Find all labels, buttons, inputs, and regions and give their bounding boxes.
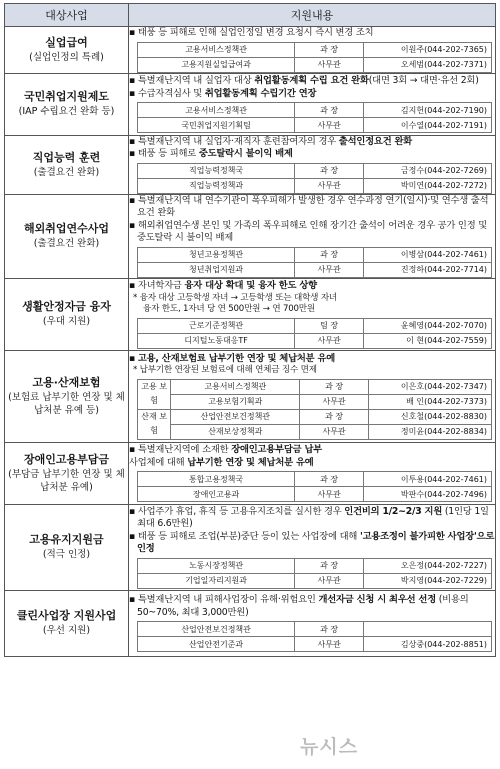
support-item	[129, 444, 495, 457]
program-row	[5, 504, 496, 590]
contact-dept: 고용서비스정책관	[138, 103, 295, 118]
contact-dept: 통합고용정책국	[138, 472, 295, 487]
item-highlight: 인건비의 1/2~2/3 지원	[344, 505, 443, 517]
contact-position: 팀 장	[295, 318, 364, 333]
item-highlight: 취업활동계획 수립기간 연장	[204, 87, 317, 99]
contact-dept: 산재보상정책과	[171, 424, 300, 439]
contact-row	[138, 558, 492, 573]
support-item	[129, 594, 495, 619]
contact-dept: 장애인고용과	[138, 487, 295, 502]
program-cell	[5, 504, 129, 590]
contact-row	[138, 262, 492, 277]
contact-dept: 고용서비스정책관	[171, 379, 300, 394]
contact-position: 과 장	[295, 163, 364, 178]
program-name: 직업능력 훈련	[32, 150, 101, 164]
support-measures-table	[4, 3, 496, 657]
contact-table	[137, 318, 492, 349]
program-subtitle: (출결요건 완화)	[33, 238, 100, 250]
contact-position: 사무관	[295, 262, 364, 277]
table-header	[5, 4, 496, 27]
contact-row	[138, 379, 492, 394]
watermark: 뉴시스	[300, 736, 359, 758]
item-highlight: 출석인정요건 완화	[338, 135, 413, 147]
program-name: 실업급여	[45, 35, 88, 49]
contact-name-phone: 신호철(044-202-8830)	[368, 409, 491, 424]
program-cell	[5, 194, 129, 278]
contact-dept: 직업능력정책과	[138, 178, 295, 193]
contact-name-phone: 박미연(044-202-7272)	[363, 178, 491, 193]
contact-name-phone: 박판수(044-202-7496)	[363, 487, 491, 502]
note-line: * 납부기한 연장된 보험료에 대해 연체금 징수 면제	[133, 365, 317, 376]
item-text: ▪ 사업주가 휴업, 휴직 등 고용유지조치를 실시한 경우	[129, 505, 345, 517]
program-subtitle: (적극 인정)	[42, 549, 91, 561]
contact-position: 과 장	[300, 409, 369, 424]
contact-name-phone: 진정하(044-202-7714)	[363, 262, 491, 277]
support-item	[129, 220, 495, 245]
item-text: ▪ 특별재난지역 내 실업자·재직자 훈련참여자의 경우	[129, 135, 339, 147]
contact-name-phone: 정미윤(044-202-8834)	[368, 424, 491, 439]
support-item	[129, 136, 495, 149]
support-content-cell	[129, 350, 496, 442]
contact-dept: 고용서비스정책관	[138, 42, 295, 57]
program-row	[5, 442, 496, 504]
contact-position: 사무관	[295, 637, 364, 652]
item-text: ▪ 수급자격심사 및	[129, 87, 205, 99]
contact-dept: 직업능력정책국	[138, 163, 295, 178]
contact-name-phone: 이수열(044-202-7191)	[363, 118, 491, 133]
contact-row	[138, 247, 492, 262]
support-content-cell	[129, 442, 496, 504]
support-item	[129, 353, 495, 366]
program-subtitle: (출결요건 완화)	[33, 166, 100, 178]
support-item	[129, 457, 495, 470]
contact-row	[138, 637, 492, 652]
contact-dept: 기업일자리지원과	[138, 573, 295, 588]
support-content-cell	[129, 194, 496, 278]
contact-position: 과 장	[295, 622, 364, 637]
program-subtitle: (우대 지원)	[42, 316, 91, 328]
contact-row	[138, 424, 492, 439]
contact-row	[138, 163, 492, 178]
contact-dept: 고용보험기획과	[171, 394, 300, 409]
item-text: ▪ 특별재난지역 내 연수기관이 폭우피해가 발생한 경우 연수과정 연기(일시)·및 연수생 출석 요건 완화	[129, 194, 489, 219]
item-highlight: 고용, 산재보험료 납부기한 연장 및 체납처분 유예	[137, 352, 336, 364]
contact-dept: 청년고용정책관	[138, 247, 295, 262]
contact-position: 사무관	[300, 424, 369, 439]
contact-table	[137, 247, 492, 278]
contact-row	[138, 409, 492, 424]
contact-row	[138, 333, 492, 348]
contact-table	[137, 558, 492, 589]
contact-row	[138, 103, 492, 118]
program-name: 장애인고용부담금	[23, 452, 109, 466]
contact-row	[138, 42, 492, 57]
item-text: ▪ 특별재난지역 내 피해사업장이 유해·위험요인	[129, 594, 319, 606]
contact-name-phone: 오은정(044-202-7227)	[363, 558, 491, 573]
item-highlight: 취업활동계획 수립 요건 완화	[254, 75, 369, 86]
support-item	[129, 27, 495, 40]
item-highlight: '고용조정이 불가피한 사업장'으로 인정	[137, 530, 495, 555]
contact-row	[138, 573, 492, 588]
contact-dept: 국민취업지원기획팀	[138, 118, 295, 133]
item-text: ▪ 태풍 등 피해로	[129, 148, 199, 160]
program-subtitle: (IAP 수립요건 완화 등)	[18, 106, 115, 118]
header-content: 지원내용	[129, 4, 496, 27]
header-program: 대상사업	[5, 4, 129, 27]
insurance-type: 산재 보험	[138, 409, 171, 439]
program-subtitle: (부담금 납부기한 연장 및 체납처분 유예)	[8, 468, 125, 494]
item-highlight: 납부기한 연장 및 체납처분 유예	[187, 456, 314, 468]
program-cell	[5, 350, 129, 442]
contact-name-phone: 이원주(044-202-7365)	[363, 42, 491, 57]
program-name: 클린사업장 지원사업	[16, 609, 117, 623]
contact-row	[138, 622, 492, 637]
contact-name-phone: 이투용(044-202-7461)	[363, 472, 491, 487]
support-item	[129, 75, 495, 88]
contact-table	[137, 102, 492, 133]
contact-row	[138, 318, 492, 333]
item-highlight: 장애인고용부담금 납부	[231, 444, 323, 456]
support-item	[129, 195, 495, 220]
contact-position: 사무관	[295, 487, 364, 502]
contact-dept: 산업안전보건정책관	[171, 409, 300, 424]
program-subtitle: (실업인정의 특례)	[29, 51, 104, 63]
item-highlight: 중도탈락시 불이익 배제	[198, 148, 293, 160]
item-highlight: 개선자금 신청 시 최우선 선정	[318, 594, 436, 606]
contact-name-phone: 이 현(044-202-7559)	[363, 333, 491, 348]
item-text-tail: (대면 3회 → 대면·유선 2회)	[368, 75, 479, 86]
contact-name-phone: 김지헌(044-202-7190)	[363, 103, 491, 118]
contact-row	[138, 394, 492, 409]
item-text: ▪ 해외취업연수생 본인 및 가족의 폭우피해로 인해 장기간 출석이 어려운 경우 공가 인정 및 중도탈락 시 불이익 배제	[129, 219, 488, 244]
contact-name-phone: 박지영(044-202-7229)	[363, 573, 491, 588]
program-row	[5, 278, 496, 350]
contact-name-phone: 이은호(044-202-7347)	[368, 379, 491, 394]
contact-row	[138, 57, 492, 72]
program-cell	[5, 442, 129, 504]
contact-dept: 청년취업지원과	[138, 262, 295, 277]
program-subtitle: (우선 지원)	[42, 625, 91, 637]
contact-name-phone: 윤혜영(044-202-7070)	[363, 318, 491, 333]
program-cell	[5, 73, 129, 135]
item-text: ▪ 자녀학자금	[129, 279, 185, 291]
contact-row	[138, 178, 492, 193]
support-content-cell	[129, 278, 496, 350]
item-text-tail: (1인당 1일 최대 6.6만원)	[137, 505, 489, 530]
contact-dept: 노동시장정책관	[138, 558, 295, 573]
contact-name-phone: 오세범(044-202-7371)	[363, 57, 491, 72]
contact-table	[137, 42, 492, 73]
support-item	[129, 506, 495, 531]
support-content-cell	[129, 590, 496, 656]
contact-row	[138, 472, 492, 487]
program-cell	[5, 135, 129, 194]
contact-position: 과 장	[300, 379, 369, 394]
program-name: 국민취업지원제도	[23, 90, 109, 104]
support-content-cell	[129, 73, 496, 135]
support-item	[129, 531, 495, 556]
item-text: ▪ 특별재난지역에 소재한	[129, 444, 232, 456]
program-cell	[5, 278, 129, 350]
item-text-tail: (비용의 50~70%, 최대 3,000만원)	[137, 594, 469, 618]
program-cell	[5, 590, 129, 656]
insurance-type: 고용 보험	[138, 379, 171, 409]
support-item	[129, 148, 495, 161]
contact-name-phone	[363, 622, 491, 637]
contact-position: 사무관	[295, 573, 364, 588]
support-item	[129, 280, 495, 293]
contact-name-phone: 금정수(044-202-7269)	[363, 163, 491, 178]
contact-name-phone: 이병삼(044-202-7461)	[363, 247, 491, 262]
contact-position: 과 장	[295, 247, 364, 262]
contact-position: 과 장	[295, 42, 364, 57]
item-highlight: 융자 대상 확대 및 융자 한도 상향	[184, 279, 317, 291]
contact-row	[138, 487, 492, 502]
contact-dept: 디지털노동대응TF	[138, 333, 295, 348]
support-content-cell	[129, 504, 496, 590]
item-text: ▪ 태풍 등 피해로 조업(부분)중단 등이 있는 사업장에 대해	[129, 530, 360, 542]
program-row	[5, 194, 496, 278]
item-text: 사업체에 대해	[129, 456, 188, 468]
contact-dept: 산업안전보건정책관	[138, 622, 295, 637]
program-row	[5, 27, 496, 74]
contact-name-phone: 김상중(044-202-8851)	[363, 637, 491, 652]
item-text: ▪	[129, 352, 138, 364]
contact-position: 사무관	[300, 394, 369, 409]
support-content-cell	[129, 135, 496, 194]
contact-table	[137, 163, 492, 194]
contact-table	[137, 379, 492, 440]
program-row	[5, 350, 496, 442]
contact-position: 사무관	[295, 333, 364, 348]
contact-position: 사무관	[295, 118, 364, 133]
contact-position: 사무관	[295, 57, 364, 72]
program-row	[5, 135, 496, 194]
support-content-cell	[129, 27, 496, 74]
contact-dept: 산업안전기준과	[138, 637, 295, 652]
program-row	[5, 590, 496, 656]
note-line: 융자 한도, 1자녀 당 연 500만원 → 연 700만원	[143, 304, 315, 315]
contact-position: 과 장	[295, 558, 364, 573]
program-name: 생활안정자금 융자	[22, 300, 111, 314]
contact-dept: 고용지원실업급여과	[138, 57, 295, 72]
support-item	[129, 88, 495, 101]
contact-table	[137, 471, 492, 502]
program-subtitle: (보험료 납부기한 연장 및 체납처분 유예 등)	[8, 391, 125, 417]
contact-table	[137, 621, 492, 652]
program-name: 고용유지지원금	[29, 533, 104, 547]
item-text: ▪ 특별재난지역 내 실업자 대상	[129, 75, 255, 86]
note-line: * 융자 대상 고등학생 자녀 → 고등학생 또는 대학생 자녀	[133, 292, 338, 303]
contact-position: 과 장	[295, 472, 364, 487]
contact-dept: 근로기준정책관	[138, 318, 295, 333]
program-name: 해외취업연수사업	[23, 222, 109, 236]
contact-name-phone: 배 인(044-202-7373)	[368, 394, 491, 409]
program-cell	[5, 27, 129, 74]
item-text: ▪ 태풍 등 피해로 인해 실업인정일 변경 요청시 즉시 변경 조치	[129, 27, 374, 38]
contact-position: 사무관	[295, 178, 364, 193]
contact-row	[138, 118, 492, 133]
program-row	[5, 73, 496, 135]
program-name: 고용·산재보험	[32, 375, 101, 389]
contact-position: 과 장	[295, 103, 364, 118]
